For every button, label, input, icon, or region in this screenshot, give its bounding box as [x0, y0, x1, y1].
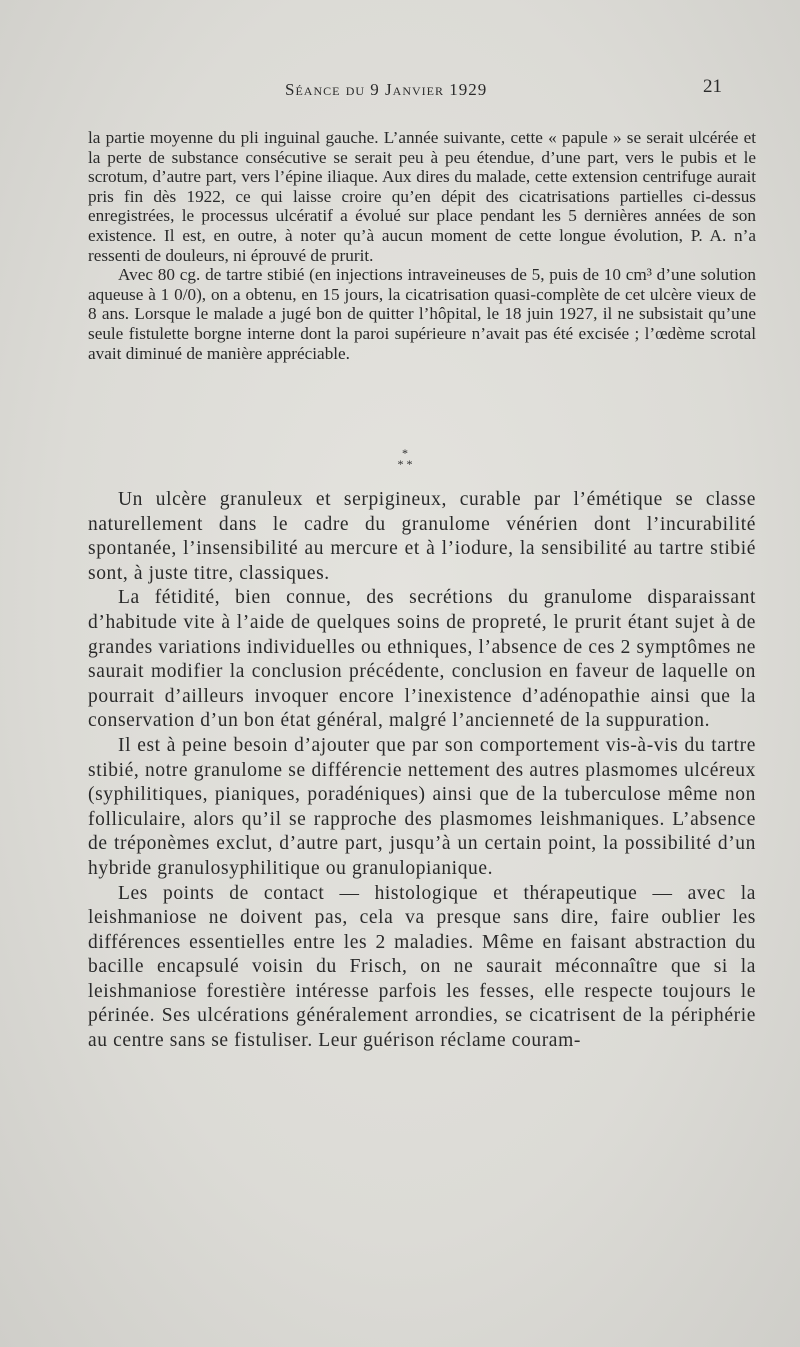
paragraph: La fétidité, bien connue, des secrétions du granulome disparaissant d’habitude vite à l’aide de quelques soins de propreté, le prurit étant sujet à de grandes variations individuelles ou ethniques, l’absence de ces 2 symptômes ne saurait modifier la conclusion précédente, conclusion en faveur de laquelle on pourrait d’ailleurs invoquer encore l’inexistence d’adénopathie ainsi que la conservation d’un bon état général, malgré l’ancienneté de la suppuration. [88, 587, 756, 732]
case-report-text [88, 128, 756, 363]
asterism-top: * [402, 446, 408, 460]
asterism-bottom: * * [397, 457, 413, 471]
paragraph: Les points de contact — histologique et thérapeutique — avec la leishmaniose ne doivent pas, cela va presque sans dire, faire oublier les différences essentielles entre les 2 maladies. Même en faisant abstraction du bacille encapsulé voisin du Frisch, on ne saurait méconnaître que si la leishmaniose forestière intéresse parfois les fesses, elle respecte toujours le périnée. Ses ulcérations généralement arrondies, se cicatrisent de la périphérie au centre sans se fistuliser. Leur guérison réclame couram- [88, 882, 756, 1052]
page-number: 21 [703, 76, 722, 97]
paragraph: Un ulcère granuleux et serpigineux, curable par l’émétique se classe naturellement dans le cadre du granulome vénérien dont l’incurabilité spontanée, l’insensibilité au mercure et à l’iodure, la sensibilité au tartre stibié sont, à juste titre, classiques. [88, 489, 756, 584]
running-title: Séance du 9 Janvier 1929 [285, 80, 488, 99]
discussion-text [88, 488, 756, 1054]
page-header [0, 74, 800, 104]
paragraph: Avec 80 cg. de tartre stibié (en injections intraveineuses de 5, puis de 10 cm³ d’une solution aqueuse à 1 0/0), on a obtenu, en 15 jours, la cicatrisation quasi-complète de cet ulcère vieux de 8 ans. Lorsque le malade a jugé bon de quitter l’hôpital, le 18 juin 1927, il ne subsistait qu’une seule fistulette borgne interne dont la paroi supérieure n’avait pas été excisée ; l’œdème scrotal avait diminué de manière appréciable. [88, 265, 756, 363]
paragraph: Il est à peine besoin d’ajouter que par son comportement vis-à-vis du tartre stibié, notre granulome se différencie nettement des autres plasmomes ulcéreux (syphilitiques, pianiques, poradéniques) ainsi que de la tuberculose même non folliculaire, alors qu’il se rapproche des plasmomes leishmaniques. L’absence de tréponèmes exclut, d’autre part, jusqu’à un certain point, la possibilité d’un hybride granulosyphilitique ou granulopianique. [88, 734, 756, 879]
asterism-separator [380, 448, 430, 470]
paragraph: la partie moyenne du pli inguinal gauche. L’année suivante, cette « papule » se serait ulcérée et la perte de substance consécutive se serait peu à peu étendue, d’une part, vers le pubis et le scrotum, d’autre part, vers l’épine iliaque. Aux dires du malade, cette extension centrifuge aurait pris fin dès 1922, ce qui laisse croire qu’en dépit des cicatrisations partielles ci-dessus enregistrées, le processus ulcératif a évolué sur place pendant les 5 dernières années de son existence. Il est, en outre, à noter qu’à aucun moment de cette longue évolution, P. A. n’a ressenti de douleurs, ni éprouvé de prurit. [88, 128, 756, 265]
